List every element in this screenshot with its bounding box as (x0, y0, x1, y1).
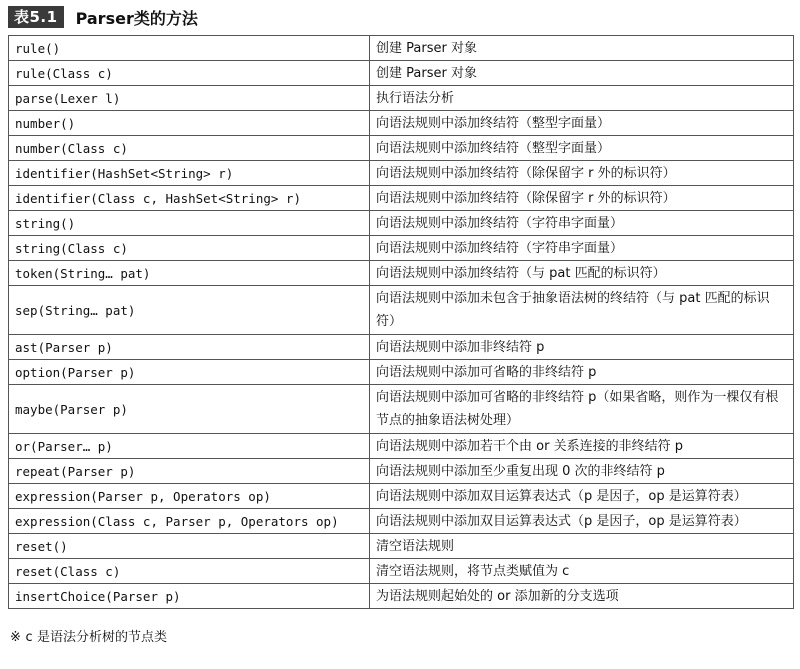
method-signature: ast(Parser p) (9, 335, 370, 360)
table-row (9, 385, 794, 434)
method-signature: reset() (9, 534, 370, 559)
table-row (9, 111, 794, 136)
method-description: 向语法规则中添加可省略的非终结符 p（如果省略，则作为一棵仅有根节点的抽象语法树处理） (370, 385, 794, 434)
table-row (9, 136, 794, 161)
method-description: 向语法规则中添加终结符（字符串字面量） (370, 211, 794, 236)
method-description: 向语法规则中添加至少重复出现 0 次的非终结符 p (370, 459, 794, 484)
method-description: 向语法规则中添加终结符（整型字面量） (370, 111, 794, 136)
table-row (9, 261, 794, 286)
table-row (9, 509, 794, 534)
method-description: 向语法规则中添加若干个由 or 关系连接的非终结符 p (370, 434, 794, 459)
method-description: 向语法规则中添加终结符（除保留字 r 外的标识符） (370, 186, 794, 211)
method-signature: identifier(Class c, HashSet<String> r) (9, 186, 370, 211)
table-row (9, 534, 794, 559)
method-signature: parse(Lexer l) (9, 86, 370, 111)
method-description: 向语法规则中添加可省略的非终结符 p (370, 360, 794, 385)
footnote-mark: ※ (10, 630, 21, 645)
table-title: Parser类的方法 (75, 8, 198, 28)
method-description: 向语法规则中添加终结符（除保留字 r 外的标识符） (370, 161, 794, 186)
table-row (9, 61, 794, 86)
table-row (9, 236, 794, 261)
footnote (10, 626, 167, 645)
method-signature: rule() (9, 36, 370, 61)
parser-methods-table (8, 35, 794, 609)
method-signature: string(Class c) (9, 236, 370, 261)
method-description: 清空语法规则，将节点类赋值为 c (370, 559, 794, 584)
method-description: 向语法规则中添加终结符（整型字面量） (370, 136, 794, 161)
method-description: 向语法规则中添加双目运算表达式（p 是因子，op 是运算符表） (370, 509, 794, 534)
method-signature: string() (9, 211, 370, 236)
table-row (9, 36, 794, 61)
table-row (9, 211, 794, 236)
table-row (9, 161, 794, 186)
method-signature: number() (9, 111, 370, 136)
table-row (9, 484, 794, 509)
method-signature: insertChoice(Parser p) (9, 584, 370, 609)
method-signature: or(Parser… p) (9, 434, 370, 459)
method-signature: token(String… pat) (9, 261, 370, 286)
method-description: 向语法规则中添加终结符（字符串字面量） (370, 236, 794, 261)
table-body (9, 36, 794, 609)
table-caption (8, 6, 198, 28)
table-row (9, 559, 794, 584)
method-signature: option(Parser p) (9, 360, 370, 385)
method-signature: rule(Class c) (9, 61, 370, 86)
method-description: 执行语法分析 (370, 86, 794, 111)
table-row (9, 434, 794, 459)
table-row (9, 186, 794, 211)
method-description: 清空语法规则 (370, 534, 794, 559)
method-description: 向语法规则中添加非终结符 p (370, 335, 794, 360)
method-signature: maybe(Parser p) (9, 385, 370, 434)
method-signature: sep(String… pat) (9, 286, 370, 335)
table-row (9, 86, 794, 111)
method-description: 创建 Parser 对象 (370, 61, 794, 86)
footnote-variable: c (25, 630, 33, 645)
footnote-text: 是语法分析树的节点类 (37, 630, 168, 645)
method-description: 向语法规则中添加双目运算表达式（p 是因子，op 是运算符表） (370, 484, 794, 509)
table-row (9, 584, 794, 609)
method-description: 向语法规则中添加未包含于抽象语法树的终结符（与 pat 匹配的标识符） (370, 286, 794, 335)
method-signature: reset(Class c) (9, 559, 370, 584)
table-number-label: 表5.1 (8, 6, 64, 28)
table-row (9, 459, 794, 484)
method-signature: identifier(HashSet<String> r) (9, 161, 370, 186)
method-signature: number(Class c) (9, 136, 370, 161)
table-row (9, 286, 794, 335)
method-signature: repeat(Parser p) (9, 459, 370, 484)
method-description: 向语法规则中添加终结符（与 pat 匹配的标识符） (370, 261, 794, 286)
method-description: 为语法规则起始处的 or 添加新的分支选项 (370, 584, 794, 609)
table-row (9, 335, 794, 360)
method-signature: expression(Class c, Parser p, Operators op) (9, 509, 370, 534)
method-description: 创建 Parser 对象 (370, 36, 794, 61)
table-row (9, 360, 794, 385)
method-signature: expression(Parser p, Operators op) (9, 484, 370, 509)
